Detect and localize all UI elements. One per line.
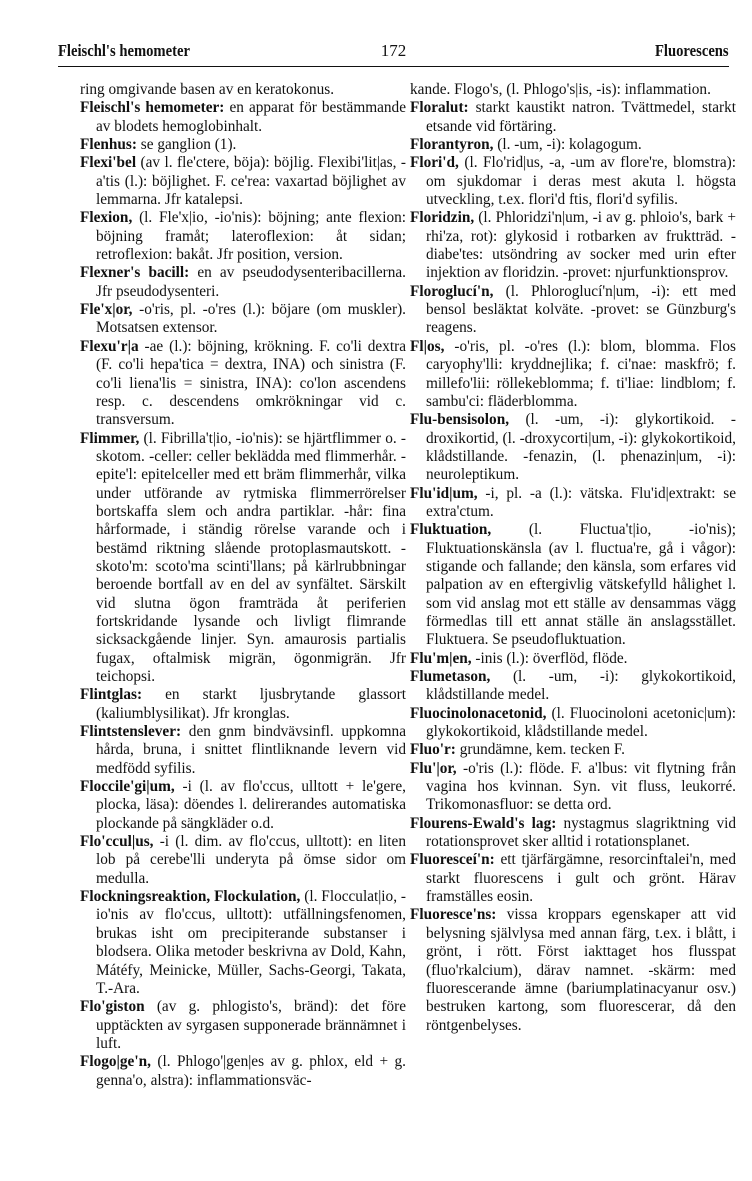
entry-headword: Flexi'bel	[80, 154, 137, 172]
entry-headword: Flockningsreaktion, Flockulation,	[80, 888, 301, 906]
dictionary-entry	[80, 998, 406, 1053]
dictionary-entry	[80, 301, 406, 338]
entry-definition: (l. Flo'rid|us, -a, -um av flore're, blomstra): om sjukdomar i deras mest akuta l. högsta utveckling, t.ex. flori'd ftis, flori'd syfilis.	[426, 154, 736, 209]
entry-headword: Fluocinolonacetonid,	[410, 704, 547, 722]
entry-definition: -ae (l.): böjning, krökning. F. co'li dextra (F. co'li hepa'tica = dextra, INA) och sinistra (F. co'li liena'lis = sinistra, INA): co'lon ascendens resp. c. descendens omkrökningar vid c. transversum.	[96, 337, 406, 429]
entry-headword: Flori'd,	[410, 154, 459, 172]
dictionary-entry	[80, 136, 406, 154]
right-column	[410, 81, 736, 1035]
entry-definition: (l. Phlogo'|gen|es av g. phlox, eld + g. genna'o, alstra): inflammationsväc-	[96, 1053, 406, 1089]
entry-definition: (l. Fluocinoloni acetonic|um): glykokortikoid, klådstillande medel.	[426, 704, 736, 741]
entry-definition: en starkt ljusbrytande glassort (kaliumblysilikat). Jfr kronglas.	[96, 686, 406, 722]
dictionary-entry	[410, 99, 736, 136]
entry-headword: Flumetason,	[410, 668, 491, 685]
dictionary-entry	[80, 209, 406, 264]
dictionary-entry	[80, 723, 406, 778]
dictionary-entry	[410, 760, 736, 815]
entry-headword: Flogo|ge'n,	[80, 1053, 151, 1071]
dictionary-entry	[410, 81, 736, 99]
entry-definition: -i (l. dim. av flo'ccus, ulltott): en liten lob på cerebe'lli underyta på ömse sidor om medulla.	[96, 833, 406, 887]
dictionary-entry	[410, 136, 736, 154]
dictionary-entry	[410, 815, 736, 852]
dictionary-entry	[410, 154, 736, 209]
entry-definition: -inis (l.): överflöd, flöde.	[471, 649, 628, 667]
entry-definition: -o'ris, pl. -o'res (l.): blom, blomma. Flos caryophy'lli: kryddnejlika; f. ci'nae: maskfrö; f. millefo'lii: röllekeblomma; f. ti'liae: lindblom; f. sambu'ci: fläderblomma.	[426, 337, 736, 410]
entry-definition: ett tjärfärgämne, resorcinftalei'n, med starkt fluorescens i gult och grönt. Härav framställes eosin.	[426, 851, 736, 906]
dictionary-entry	[410, 485, 736, 522]
entry-headword: Flintglas:	[80, 686, 143, 704]
entry-definition: kande. Flogo's, (l. Phlogo's|is, -is): inflammation.	[410, 81, 711, 98]
entry-headword: Floralut:	[410, 99, 469, 117]
entry-definition: vissa kroppars egenskaper att vid belysning självlysa med annan färg, t.ex. i blått, i grönt, i rött. Först iakttaget hos flusspat (fluo'rkalcium), därav namnet. -skärm: med fluorescerande ämne (bariumplatinacyanur osv.) bestruken kartong, som fluorescerar, då den röntgenbelyses.	[426, 906, 736, 1034]
dictionary-entry	[410, 906, 736, 1034]
entry-definition: den gnm bindvävsinfl. uppkomna hårda, bruna, i snittet flintliknande levern vid medfödd syfilis.	[96, 723, 406, 777]
entry-headword: Fle'x|or,	[80, 301, 133, 319]
entry-headword: Fl|os,	[410, 337, 445, 355]
entry-definition: en av pseudodysenteribacillerna. Jfr pseudodysenteri.	[96, 264, 406, 300]
entry-definition: nystagmus slagriktning vid rotationsprovet sker alltid i rotationsplanet.	[426, 814, 736, 851]
entry-definition: grundämne, kem. tecken F.	[455, 741, 626, 759]
entry-definition: -i, pl. -a (l.): vätska. Flu'id|extrakt: se extra'ctum.	[426, 484, 736, 520]
dictionary-entry	[410, 668, 736, 705]
entry-headword: Fluoresce'ns:	[410, 906, 497, 924]
entry-definition: (l. Phloridzi'n|um, -i av g. phloio's, bark + rhi'za, rot): glykosid i rotbarken av fruktträd. -diabe'tes: utsöndring av socker med urin efter injektion av floridzin. -provet: njurfunktionsprov.	[426, 209, 736, 282]
entry-definition: en apparat för bestämmande av blodets hemoglobinhalt.	[96, 99, 406, 135]
dictionary-entry	[80, 154, 406, 209]
left-column	[80, 81, 406, 1090]
entry-headword: Floridzin,	[410, 209, 475, 227]
entry-definition: (l. Fluctua't|io, -io'nis); Fluktuationskänsla (av l. fluctua're, gå i vågor): stigande och fallande; den känsla, som erfares vid palpation av en eftergivlig vätskefylld hålighet l. som vid anslag mot ett ställe av densammas vägg förmedlas till ett annat ställe än anslagsstället. Fluktuera. Se pseudofluktuation.	[426, 521, 736, 649]
entry-headword: Flu'|or,	[410, 759, 457, 777]
entry-definition: -o'ris, pl. -o'res (l.): böjare (om muskler). Motsatsen extensor.	[96, 301, 406, 337]
entry-headword: Flu'id|um,	[410, 484, 478, 502]
dictionary-entry	[410, 411, 736, 484]
dictionary-entry	[80, 338, 406, 430]
dictionary-entry	[80, 833, 406, 888]
entry-headword: Fluktuation,	[410, 521, 492, 539]
page-number: 172	[380, 41, 407, 60]
dictionary-entry	[410, 705, 736, 742]
entry-definition: (l. -um, -i): kolagogum.	[493, 136, 642, 154]
entry-definition: starkt kaustikt natron. Tvättmedel, starkt etsande vid förtäring.	[426, 99, 736, 135]
entry-headword: Flu-bensisolon,	[410, 411, 510, 429]
entry-definition: -o'ris (l.): flöde. F. a'lbus: vit flytning från vagina hos kvinnan. Syn. vit fluss, leukorré. Trikomonasfluor: se detta ord.	[426, 759, 736, 814]
entry-headword: Fleischl's hemometer:	[80, 99, 225, 117]
entry-definition: (l. Flocculat|io, -io'nis av flo'ccus, ulltott): utfällningsfenomen, brukas isht om precipiterande substanser i blodsera. Olika metoder beskrivna av Dold, Kahn, Mátéfy, Meinicke, Müller, Sachs-Georgi, Takata, T.-Ara.	[96, 888, 407, 997]
dictionary-entry	[80, 888, 406, 998]
entry-headword: Florantyron,	[410, 136, 494, 154]
dictionary-entry	[410, 741, 736, 759]
entry-definition: -i (l. av flo'ccus, ulltott + le'gere, plocka, läsa): döendes l. delirerandes automatiska plockande på sängkläder o.d.	[96, 778, 406, 832]
entry-headword: Flimmer,	[80, 429, 140, 447]
dictionary-entry	[410, 851, 736, 906]
dictionary-entry	[410, 283, 736, 338]
dictionary-entry	[410, 338, 736, 411]
entry-headword: Floccile'gi|um,	[80, 778, 175, 796]
dictionary-entry	[80, 430, 406, 687]
page-header	[58, 40, 729, 67]
dictionary-entry	[410, 650, 736, 668]
entry-headword: Flo'ccul|us,	[80, 833, 154, 851]
entry-headword: Flexner's bacill:	[80, 264, 190, 282]
dictionary-entry	[80, 686, 406, 723]
entry-definition: (av l. fle'ctere, böja): böjlig. Flexibi'lit|as, -a'tis (l.): böjlighet. F. ce'rea: vaxartad böjlighet av lemmarna. Jfr katalepsi.	[96, 154, 406, 209]
dictionary-entry	[410, 521, 736, 649]
entry-definition: (av g. phlogisto's, bränd): det före upptäckten av syrgasen supponerade brännämnet i luft.	[96, 998, 406, 1052]
entry-headword: Flexu'r|a	[80, 337, 139, 355]
dictionary-entry	[80, 264, 406, 301]
entry-definition: (l. Fibrilla't|io, -io'nis): se hjärtflimmer o. -skotom. -celler: celler beklädda med flimmerhår. -epite'l: epitelceller med ett bräm flimmerhår, vilka under utförande av rytmiska flimmerrörelser bortskaffa slem och andra partiklar. -hår: fina hårformade, i ständig rörelse varande och i bestämd riktning slående protoplasmautskott. -skoto'm: scoto'ma scinti'llans; på kärlrubbningar beroende bortfall av en del av synfältet. Särskilt vid slutna ögon framträda åt periferien fortskridande lysande och livligt flimrande sicksackgående linjer. Syn. amaurosis partialis fugax, oftalmisk migrän, ögonmigrän. Jfr teichopsi.	[96, 429, 406, 685]
entry-headword: Floroglucí'n,	[410, 282, 494, 300]
entry-definition: (l. -um, -i): glykortikoid. -droxikortid, (l. -droxycorti|um, -i): glykokortikoid, klådstillande. -fenazin, (l. phenazin|um, -i): neuroleptikum.	[426, 411, 736, 484]
entry-definition: (l. -um, -i): glykokortikoid, klådstillande medel.	[426, 668, 736, 704]
running-head-left: Fleischl's hemometer	[58, 41, 190, 60]
running-head-right: Fluorescens	[655, 41, 729, 60]
entry-definition: (l. Phloroglucí'n|um, -i): ett med bensol besläktat kolväte. -provet: se Günzburg's reagens.	[426, 282, 736, 337]
entry-definition: ring omgivande basen av en keratokonus.	[80, 81, 335, 98]
dictionary-entry	[80, 81, 406, 99]
entry-headword: Flexion,	[80, 209, 133, 227]
dictionary-entry	[80, 1053, 406, 1090]
entry-headword: Flourens-Ewald's lag:	[410, 814, 557, 832]
entry-definition: (l. Fle'x|io, -io'nis): böjning; ante flexion: böjning framåt; lateroflexion: åt sidan; retroflexion: bakåt. Jfr position, version.	[96, 209, 406, 264]
entry-headword: Fluo'r:	[410, 741, 456, 759]
entry-headword: Fluoresceí'n:	[410, 851, 495, 869]
dictionary-entry	[80, 778, 406, 833]
dictionary-entry	[80, 99, 406, 136]
entry-headword: Flenhus:	[80, 136, 137, 154]
entry-headword: Flo'giston	[80, 998, 145, 1016]
entry-headword: Flu'm|en,	[410, 649, 472, 667]
entry-headword: Flintstenslever:	[80, 723, 182, 741]
dictionary-entry	[410, 209, 736, 282]
entry-definition: se ganglion (1).	[136, 136, 237, 154]
